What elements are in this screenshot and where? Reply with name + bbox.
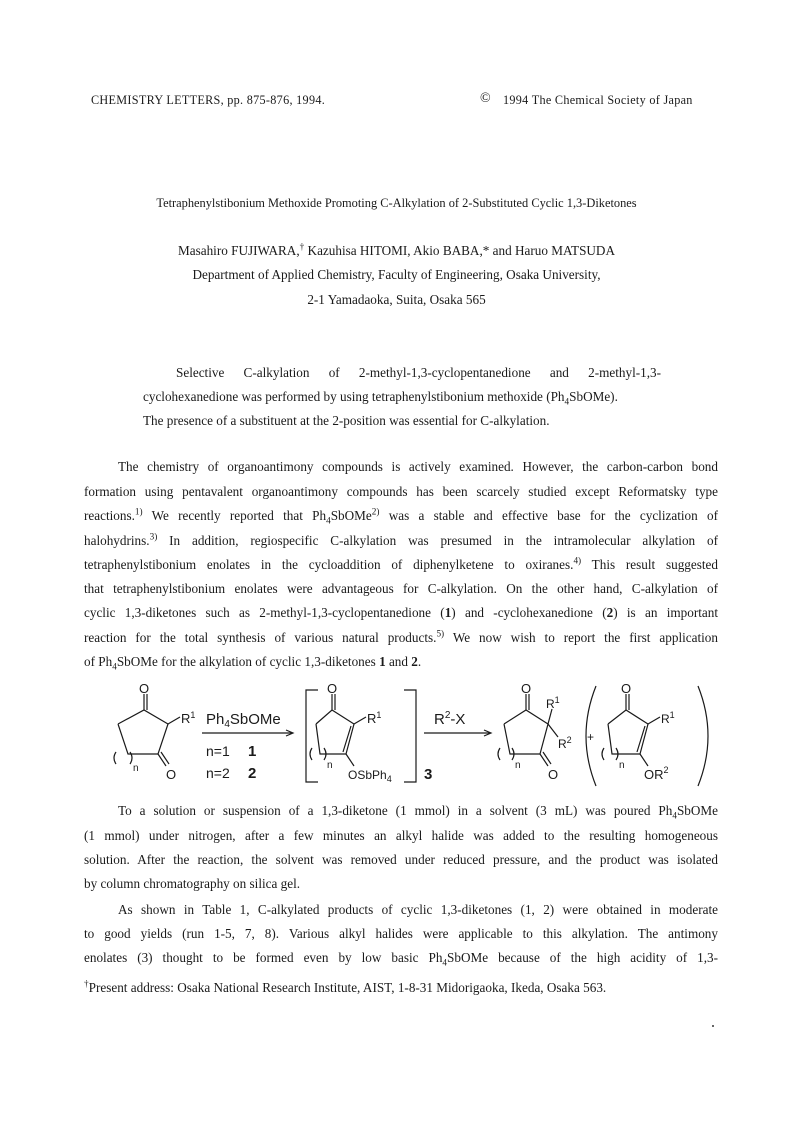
body-text: tetraphenylstibonium enolates in the cycloaddition of diphenylketene to oxiranes. — [84, 557, 574, 572]
body-text: This result suggested — [581, 557, 718, 572]
n-label: n — [327, 760, 333, 771]
author-others: Kazuhisa HITOMI, Akio BABA,* and Haruo MATSUDA — [304, 243, 615, 258]
r1-bond — [548, 709, 552, 724]
subscript: 4 — [564, 396, 570, 407]
body-text: SbOMe because of the high acidity of 1,3- — [447, 950, 718, 965]
plus-sign: + — [587, 730, 595, 744]
author-fujiwara: Masahiro FUJIWARA, — [178, 243, 300, 258]
abstract-line-1: Selective C-alkylation of 2-methyl-1,3-cyclopentanedione and 2-methyl-1,3- — [176, 365, 661, 380]
footnote-text: Present address: Osaka National Research Institute, AIST, 1-8-31 Midorigaoka, Ikeda, Osaka 563. — [88, 980, 607, 995]
paper-title: Tetraphenylstibonium Methoxide Promoting C-Alkylation of 2-Substituted Cyclic 1,3-Diketones — [156, 196, 637, 210]
r1-label: $R^1$ — [181, 710, 196, 726]
page-speck — [712, 1025, 714, 1027]
body-text: SbOMe for the alkylation of cyclic 1,3-diketones — [116, 654, 380, 669]
dagger-mark: † — [84, 978, 89, 989]
body-line: solution. After the reaction, the solvent was removed under reduced pressure, and the product was isolated — [84, 852, 718, 867]
r1-bond — [168, 717, 180, 724]
r2-label: $R^2$ — [558, 735, 572, 751]
product-ring — [504, 710, 548, 754]
reference-mark: 3) — [149, 533, 158, 542]
copyright-symbol: © — [480, 91, 491, 106]
carbonyl-bond — [543, 752, 551, 764]
footnote — [84, 980, 606, 996]
body-line — [84, 950, 718, 970]
diketone-ring — [118, 710, 168, 754]
paren-left — [602, 748, 604, 760]
compound-1-label: 1 — [248, 743, 257, 760]
oxygen-label: O — [521, 682, 532, 696]
affiliation-line-1: Department of Applied Chemistry, Faculty of Engineering, Osaka University, — [192, 267, 601, 282]
body-line — [84, 508, 718, 528]
body-text: ) is an important — [613, 605, 718, 620]
body-line — [84, 630, 718, 650]
body-text: halohydrins. — [84, 533, 150, 548]
body-line: by column chromatography on silica gel. — [84, 876, 301, 891]
body-line: (1 mmol) under nitrogen, after a few minutes an alkyl halide was added to the resulting homogeneous — [84, 828, 718, 843]
oxygen-label: O — [621, 682, 632, 696]
journal-citation: CHEMISTRY LETTERS, pp. 875-876, 1994. — [91, 93, 326, 107]
reference-mark: 1) — [134, 508, 143, 517]
body-line — [84, 605, 718, 625]
body-text: was a stable and effective base for the cyclization of — [379, 508, 718, 523]
subscript: 4 — [326, 515, 331, 526]
body-line — [84, 557, 718, 577]
carbonyl-bond — [158, 754, 166, 766]
body-line: The chemistry of organoantimony compounds is actively examined. However, the carbon-carbon bond — [118, 459, 718, 474]
osbph4-label: OSbPh$_4$ — [348, 768, 392, 784]
r2-bond — [548, 724, 558, 737]
abstract-line-2 — [143, 389, 618, 405]
bracket-right — [404, 690, 416, 782]
paren-left — [114, 752, 116, 764]
body-line — [118, 803, 718, 823]
r1-bond — [648, 717, 660, 724]
body-text: We recently reported that Ph — [142, 508, 327, 523]
reagent-ph4sbome: $Ph_4SbOMe$ — [206, 711, 281, 730]
r1-label: $R^1$ — [661, 710, 675, 726]
reference-mark: 4) — [573, 557, 582, 566]
carbonyl-bond — [161, 752, 169, 764]
oxygen-label: O — [327, 682, 338, 696]
enolate-ring — [316, 710, 354, 754]
body-line: formation using pentavalent organoantimony compounds has been scarcely studied except Reformatsky type — [84, 484, 718, 499]
oxygen-label: O — [548, 767, 559, 782]
body-text: and — [385, 654, 412, 669]
paren-left — [310, 748, 312, 760]
abstract-line-3: The presence of a substituent at the 2-position was essential for C-alkylation. — [143, 413, 550, 428]
reagent-r2x: $R^2-X$ — [434, 710, 466, 728]
abstract-text: cyclohexanedione was performed by using tetraphenylstibonium methoxide (Ph — [143, 389, 565, 404]
bracket-left — [306, 690, 318, 782]
dagger-mark: † — [299, 241, 305, 252]
compound-3-label: 3 — [424, 766, 433, 783]
oxygen-label: O — [139, 682, 150, 696]
n2-label: n=2 — [206, 765, 230, 781]
body-text: . — [417, 654, 422, 669]
compound-ref: 1 — [444, 605, 452, 620]
compound-2-label: 2 — [248, 765, 257, 782]
reference-mark: 5) — [436, 630, 445, 639]
r1-label: $R^1$ — [367, 710, 382, 726]
body-text: cyclic 1,3-diketones such as 2-methyl-1,3-cyclopentanedione ( — [84, 605, 445, 620]
reaction-scheme — [100, 682, 720, 790]
body-text: of Ph — [84, 654, 113, 669]
abstract-text: SbOMe). — [569, 389, 618, 404]
body-text: ) and -cyclohexanedione ( — [451, 605, 607, 620]
r1-bond — [354, 717, 366, 724]
or2-label: $OR^2$ — [644, 765, 669, 782]
body-text: enolates (3) thought to be formed even by low basic Ph — [84, 950, 443, 965]
paren-left — [498, 748, 500, 760]
body-text: SbOMe — [330, 508, 372, 523]
body-text: SbOMe — [676, 803, 718, 818]
body-line — [84, 654, 421, 670]
big-paren-right — [698, 686, 708, 786]
body-text: To a solution or suspension of a 1,3-diketone (1 mmol) in a solvent (3 mL) was poured Ph — [118, 803, 673, 818]
oxygen-label: O — [166, 767, 177, 782]
body-text: reaction for the total synthesis of various natural products. — [84, 630, 437, 645]
r1-label: $R^1$ — [546, 695, 560, 711]
carbonyl-bond — [540, 754, 548, 766]
n-label: n — [133, 763, 139, 774]
o-alkyl-ring — [608, 710, 648, 754]
body-text: We now wish to report the first application — [444, 630, 718, 645]
subscript: 4 — [672, 810, 677, 821]
body-line — [84, 533, 718, 553]
copyright-text: 1994 The Chemical Society of Japan — [503, 93, 693, 107]
body-line: As shown in Table 1, C-alkylated products of cyclic 1,3-diketones (1, 2) were obtained in moderate — [118, 902, 718, 917]
compound-ref: 2 — [606, 605, 614, 620]
body-text: In addition, regiospecific C-alkylation was presumed in the intramolecular alkylation of — [157, 533, 718, 548]
subscript: 4 — [442, 957, 448, 968]
n-label: n — [515, 760, 521, 771]
affiliation-line-2: 2-1 Yamadaoka, Suita, Osaka 565 — [307, 292, 486, 307]
reference-mark: 2) — [371, 508, 380, 517]
o-r2-bond — [640, 754, 648, 766]
n-label: n — [619, 760, 625, 771]
n1-label: n=1 — [206, 743, 230, 759]
o-sb-bond — [346, 754, 354, 766]
compound-ref: 1 — [379, 654, 386, 669]
author-list — [0, 243, 793, 259]
body-text: reactions. — [84, 508, 135, 523]
subscript: 4 — [112, 661, 117, 672]
compound-ref: 2 — [411, 654, 418, 669]
body-line: that tetraphenylstibonium enolates were advantageous for C-alkylation. On the other hand, C-alkylation of — [84, 581, 718, 596]
body-line: to good yields (run 1-5, 7, 8). Various alkyl halides were applicable to this alkylation. The antimony — [84, 926, 718, 941]
